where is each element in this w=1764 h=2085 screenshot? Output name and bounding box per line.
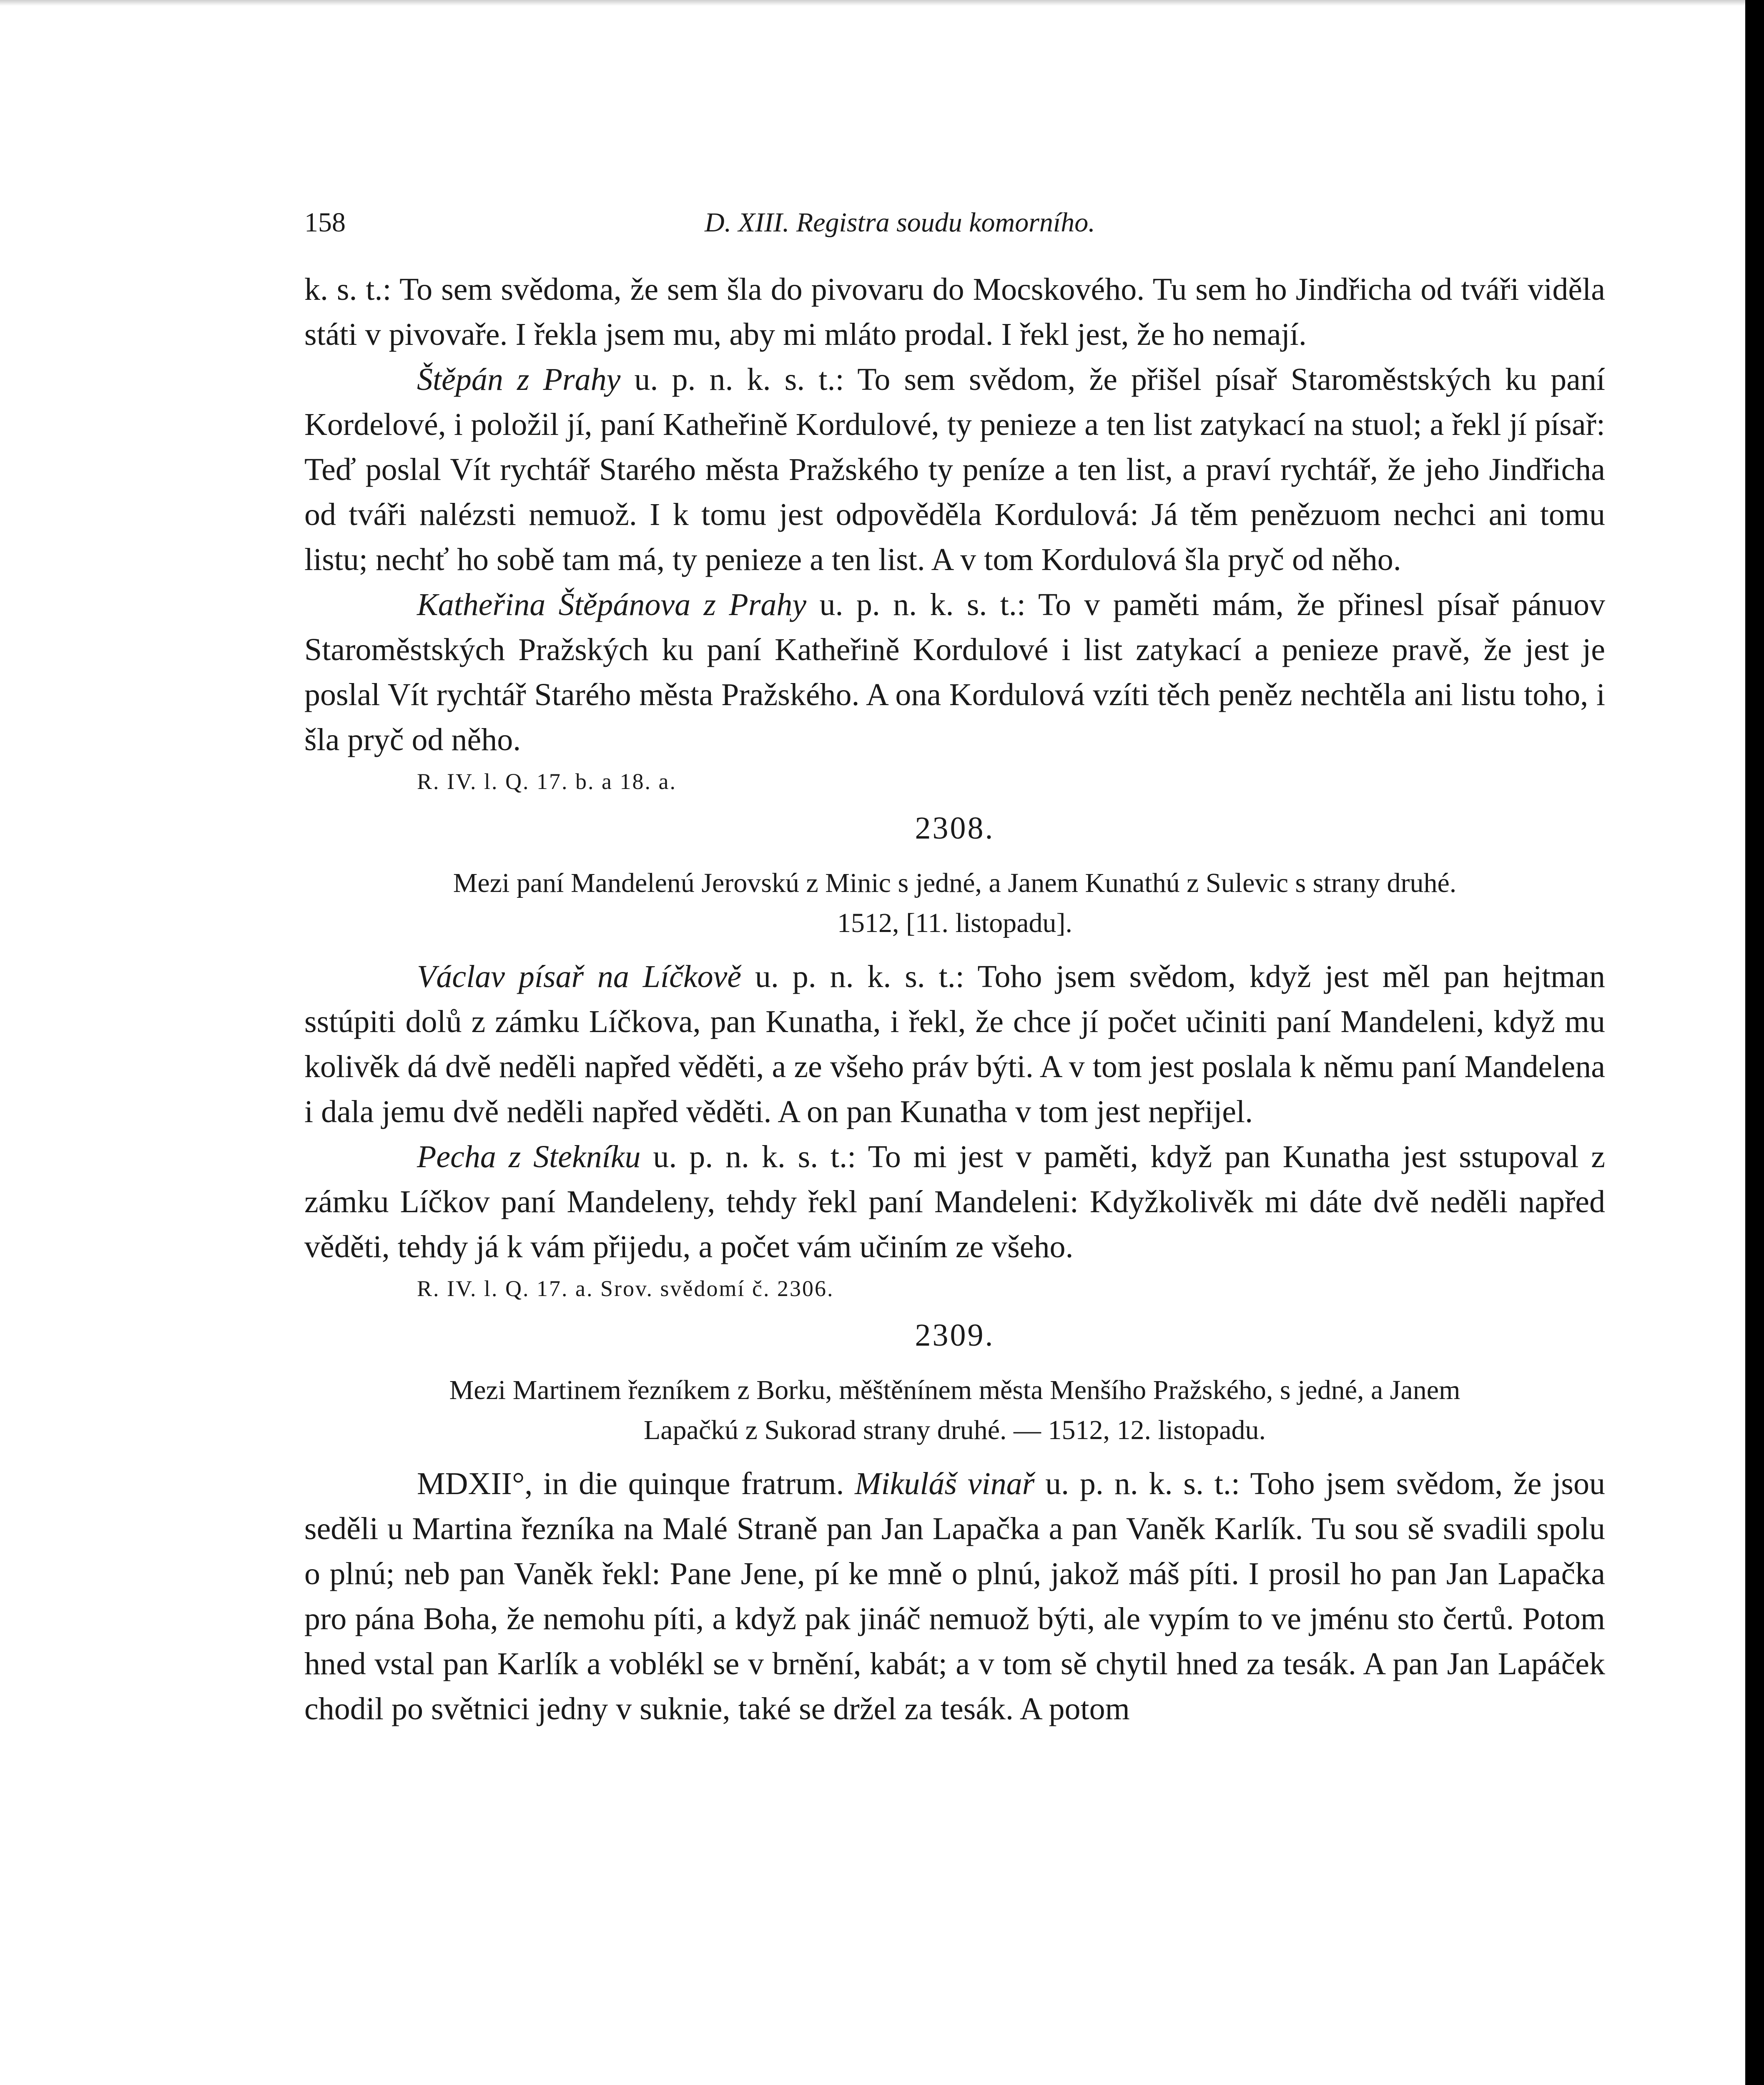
scan-right-edge [1745, 0, 1764, 2085]
entry-number: 2308. [915, 811, 995, 846]
paragraph [304, 357, 1605, 582]
entry-heading [304, 1370, 1605, 1450]
running-title: D. XIII. Registra soudu komorního. [705, 207, 1095, 238]
entry-heading-line: Lapačkú z Sukorad strany druhé. — 1512, 12. listopadu. [643, 1415, 1266, 1445]
witness-name: Mikuláš vinař [855, 1466, 1035, 1501]
paragraph [304, 954, 1605, 1134]
page-number: 158 [304, 207, 346, 238]
date-phrase: MDXII°, in die quinque fratrum. [417, 1466, 855, 1501]
paragraph: k. s. t.: To sem svědoma, že sem šla do pivovaru do Mocskového. Tu sem ho Jindřicha od tváři viděla státi v pivovaře. I řekla jsem mu, aby mi mláto prodal. I řekl jest, že ho nemají. [304, 272, 1605, 352]
entry-number: 2309. [915, 1318, 995, 1353]
witness-name: Václav písař na Líčkově [417, 959, 742, 994]
scan-top-edge [0, 0, 1764, 6]
paragraph [304, 1134, 1605, 1269]
witness-name: Pecha z Stekníku [417, 1139, 641, 1174]
paragraph [304, 582, 1605, 762]
entry-heading [304, 863, 1605, 943]
running-head [304, 200, 1605, 250]
paragraph-text: u. p. n. k. s. t.: To mi jest v paměti, když pan Kunatha jest sstupoval z zámku Líčkov paní Mandeleny, tehdy řekl paní Mandeleni: Kdyžkolivěk mi dáte dvě neděli napřed věděti, tehdy já k vám přijedu, a počet vám učiním ze všeho. [304, 1139, 1605, 1264]
witness-name: Štěpán z Prahy [417, 362, 621, 397]
paragraph-text: u. p. n. k. s. t.: Toho jsem svědom, že jsou seděli u Martina řezníka na Malé Straně pan Jan Lapačka a pan Vaněk Karlík. Tu sou sě svadili spolu o plnú; neb pan Vaněk řekl: Pane Jene, pí ke mně o plnú, jakož máš píti. I prosil ho pan Jan Lapačka pro pána Boha, že nemohu píti, a když pak jináč nemuož býti, ale vypím to ve jménu sto čertů. Potom hned vstal pan Karlík a voblékl se v brnění, kabát; a v tom sě chytil hned za tesák. A pan Jan Lapáček chodil po světnici jedny v suknie, také se držel za tesák. A potom [304, 1466, 1605, 1726]
paragraph-text: u. p. n. k. s. t.: Toho jsem svědom, když jest měl pan hejtman sstúpiti dolů z zámku Líčkova, pan Kunatha, i řekl, že chce jí počet učiniti paní Mandeleni, když mu kolivěk dá dvě neděli napřed věděti, a ze všeho práv býti. A v tom jest poslala k němu paní Mandelena i dala jemu dvě neděli napřed věděti. A on pan Kunatha v tom jest nepřijel. [304, 959, 1605, 1129]
entry-heading-line: 1512, [11. listopadu]. [837, 908, 1072, 938]
source-reference: R. IV. l. Q. 17. a. Srov. svědomí č. 2306. [417, 1276, 834, 1301]
witness-name: Katheřina Štěpánova z Prahy [417, 587, 807, 622]
paragraph-text: u. p. n. k. s. t.: To v paměti mám, že přinesl písař pánuov Staroměstských Pražských ku paní Katheřině Kordulové i list zatykací a penieze pravě, že jest je poslal Vít rychtář Starého města Pražského. A ona Kordulová vzíti těch peněz nechtěla ani listu toho, i šla pryč od něho. [304, 587, 1605, 757]
entry-heading-line: Mezi Martinem řezníkem z Borku, měštěnínem města Menšího Pražského, s jedné, a Janem [449, 1375, 1460, 1405]
page-content [304, 200, 1605, 1731]
paragraph [304, 1461, 1605, 1731]
entry-heading-line: Mezi paní Mandelenú Jerovskú z Minic s jedné, a Janem Kunathú z Sulevic s strany druhé. [453, 868, 1457, 898]
paragraph-text: u. p. n. k. s. t.: To sem svědom, že přišel písař Staroměstských ku paní Kordelové, i položil jí, paní Katheřině Kordulové, ty penieze a ten list zatykací na stuol; a řekl jí písař: Teď poslal Vít rychtář Starého města Pražského ty peníze a ten list, a praví rychtář, že jeho Jindřicha od tváři nalézsti nemuož. I k tomu jest odpověděla Kordulová: Já těm penězuom nechci ani tomu listu; nechť ho sobě tam má, ty penieze a ten list. A v tom Kordulová šla pryč od něho. [304, 362, 1606, 577]
source-reference: R. IV. l. Q. 17. b. a 18. a. [417, 769, 677, 794]
